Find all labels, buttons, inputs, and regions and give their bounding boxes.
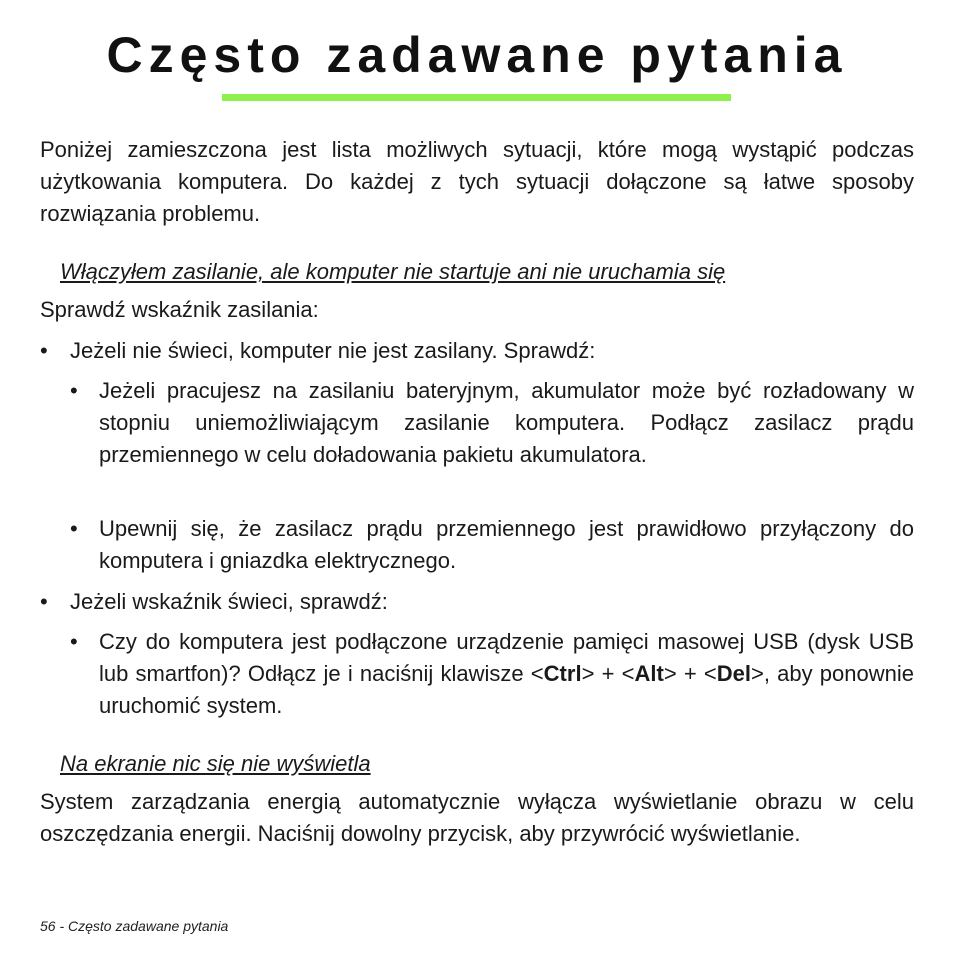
section-heading-power: Włączyłem zasilanie, ale komputer nie startuje ani nie uruchamia się xyxy=(60,259,726,284)
power-lead-text: Sprawdź wskaźnik zasilania: xyxy=(40,297,319,322)
page-footer: 56 - Często zadawane pytania xyxy=(40,918,229,934)
section-heading-display: Na ekranie nic się nie wyświetla xyxy=(60,751,371,776)
title-underline-rule xyxy=(222,94,731,101)
key-del: Del xyxy=(716,661,751,686)
usb-text-part4: >, aby ponownie uruchomić system. xyxy=(99,661,914,718)
bullet-marker: • xyxy=(40,338,48,363)
intro-paragraph: Poniżej zamieszczona jest lista możliwych sytuacji, które mogą wystąpić podczas użytkowania komputera. Do każdej z tych sytuacji dołączone są łatwe sposoby rozwiązania problemu. xyxy=(40,137,914,226)
bullet-marker: • xyxy=(70,516,78,541)
display-paragraph: System zarządzania energią automatycznie wyłącza wyświetlanie obrazu w celu oszczędzania energii. Naciśnij dowolny przycisk, aby przywrócić wyświetlanie. xyxy=(40,789,914,846)
usb-text-part1: Czy do komputera jest podłączone urządzenie pamięci masowej USB (dysk USB lub smartfon)? Odłącz je i naciśnij klawisze < xyxy=(99,629,914,686)
list-subitem-battery: Jeżeli pracujesz na zasilaniu bateryjnym, akumulator może być rozładowany w stopniu uniemożliwiającym zasilanie komputera. Podłącz zasilacz prądu przemiennego w celu doładowania pakietu akumulatora. xyxy=(99,378,914,467)
key-alt: Alt xyxy=(634,661,664,686)
usb-text-part2: > + < xyxy=(581,661,635,686)
key-ctrl: Ctrl xyxy=(543,661,582,686)
bullet-marker: • xyxy=(70,629,78,654)
usb-text-part3: > + < xyxy=(663,661,717,686)
list-subitem-adapter: Upewnij się, że zasilacz prądu przemiennego jest prawidłowo przyłączony do komputera i gniazdka elektrycznego. xyxy=(99,516,914,573)
list-item-lit: Jeżeli wskaźnik świeci, sprawdź: xyxy=(70,589,388,614)
bullet-marker: • xyxy=(40,589,48,614)
bullet-marker: • xyxy=(70,378,78,403)
list-item-not-lit: Jeżeli nie świeci, komputer nie jest zasilany. Sprawdź: xyxy=(70,338,596,363)
list-subitem-usb xyxy=(99,626,914,722)
page-title: Często zadawane pytania xyxy=(106,27,848,83)
